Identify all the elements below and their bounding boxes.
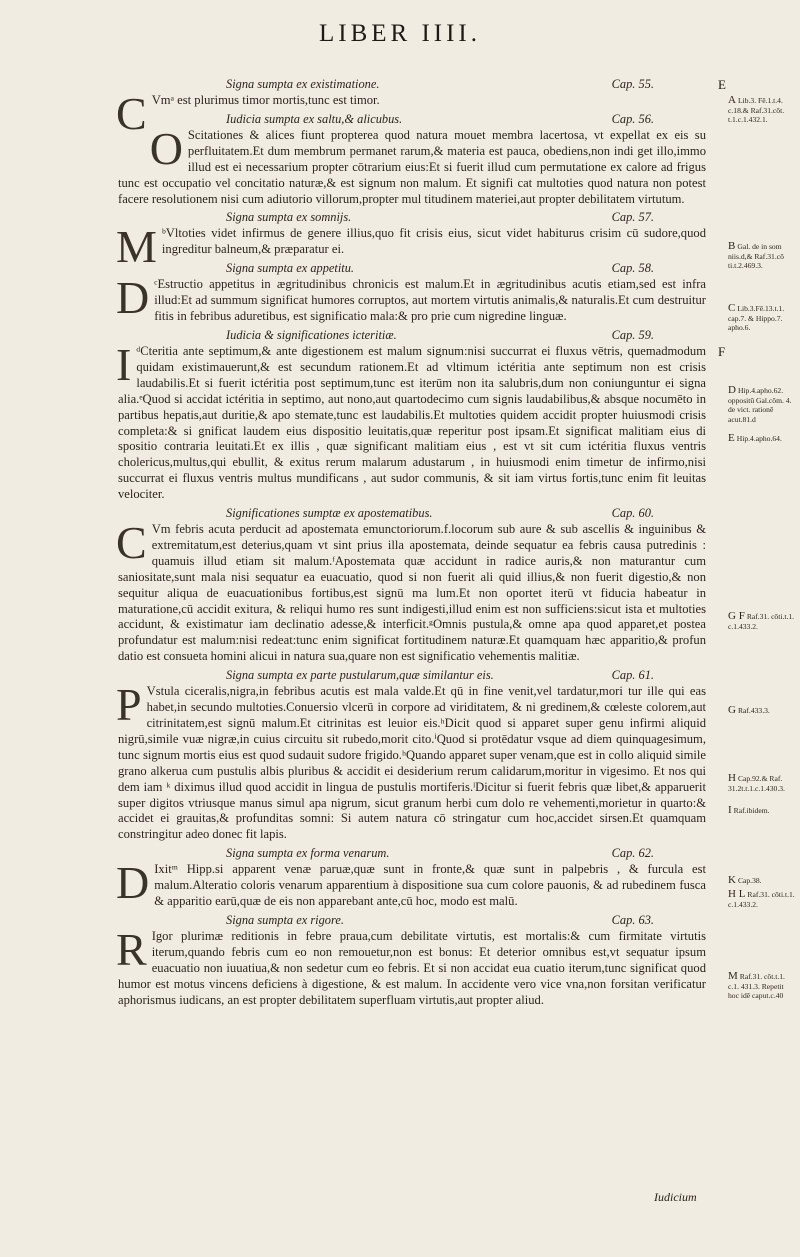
sidenote: M Raf.31. cōt.t.1. c.1. 431.3. Repetit hoc idē caput.c.40 [728,970,785,1001]
main-text-column [118,74,706,1011]
chapter-number: Cap. 61. [611,668,654,683]
paragraph: C Vm febris acuta perducit ad apostemata emunctoriorum.f.locorum sub aure & sub ascellis & inguinibus & extremitatum,est deterius,quam vt sint prius illa apostemata, deinde sequatur ea febris causa putredinis : quamuis illud etiam sit malum.ᶠApostemata quæ accidunt in radice auris,& non maturantur cum saniositate,sunt mala nisi sequatur ea euacuatio, quod si non fuerit ali quid illius,& non fuerit digestio,& non sequitur aliqua de euacuationibus fortibus,est signū ma lum.Et non oportet iterū vt fiducia habeatur in maturatione,cū accidit exitura, & reliqui humo res sunt indigesti,illud enim est non sufficiens:sicut ista et multoties accidunt, & existimatur iam declinatio adesse,& interficit.ᵍOmnis pustula,& omne apa quod apparet,et postea profundatur est malum:nisi redeat:tunc enim significat fortitudinem naturæ.Et quamquam hæc apparitio,& profun datio est consueta homini alicui in natura sua,quare non est significatio vehementis malitiæ. [116,517,706,664]
drop-cap: I [116,338,132,390]
sidenote: B Gal. de in som niis.d,& Raf.31.cō ti.t.2.469.3. [728,240,784,271]
chapter-number: Cap. 57. [611,210,654,225]
section-heading: Iudicia sumpta ex saltu,& alicubus. Cap. 56. [226,111,654,126]
chapter-number: Cap. 56. [611,111,654,126]
section-heading: Significationes sumptæ ex apostematibus. Cap. 60. [226,506,654,521]
section-heading: Signa sumpta ex somnijs. Cap. 57. [226,210,654,225]
sidenote: H Cap.92.& Raf. 31.2t.t.1.c.1.430.3. [728,772,785,793]
drop-cap: C [116,88,147,139]
chapter-number: Cap. 59. [611,327,654,342]
drop-cap: M [116,221,157,273]
section-heading: Signa sumpta ex parte pustularum,quæ similantur eis. Cap. 61. [226,668,654,683]
sidenote: I Raf.ibidem. [728,804,770,816]
drop-cap: P [116,679,142,731]
sidenote: K Cap.38. [728,874,762,886]
sidenote: A Lib.3. Fē.1.t.4. c.18.& Raf.31.cōt. t.1.c.1.432.1. [728,94,785,125]
section-heading: Iudicia & significationes icteritiæ. Cap. 59. [226,327,654,342]
section-heading: Signa sumpta ex rigore. Cap. 63. [226,912,654,927]
drop-cap: D [116,857,150,909]
paragraph: P Vstula ciceralis,nigra,in febribus acutis est mala valde.Et qū in fine venit,vel tardatur,mori tur ille qui eas habet,in secundo multoties.Conuersio vlcerū in corpore ad viriditatem, & ni gredinem,& cœleste colorem,aut citrinitatem,est signū malum.Et citrinitas est leuior eis.ʰDicit quod si apparet super genu infirmi aliquid nigrū,simile vuæ nigræ,in cuius circuitu sit rubedo,morit cito.ⁱQuod si protēdatur vsque ad diem quinquagesimum, tunc signum mortis eius est quod sudauit sudore frigido.ʰQuando apparet super venam,que est in collo aliquid simile grano alkerua cum pustulis albis pluribus & accidit ei desiderium rerum calidarum,moritur in vigesimo. Et nos qui dem iam ᵏ diximus illud quod accidit in lingua de pustulis mortiferis.ˡDicitur si fuerit febris quæ libet,& apparuerit super digitos vtriusque manus simul apa nigrum, sicut granum herbi cum dolo re vehementi,morietur in quarto:& accidet ei grauitas,& profunditas somni: Si autem natura cō stringatur cum hoc,accidet sirsen.Et quamquam constringitur adeo donec fit lapis. [116,679,706,842]
drop-cap: C [116,517,147,569]
paragraph: C Vmᵃ est plurimus timor mortis,tunc est timor. [116,88,380,139]
drop-cap: D [116,272,150,324]
chapter-number: Cap. 63. [611,912,654,927]
chapter-number: Cap. 55. [611,77,654,91]
chapter-number: Cap. 58. [611,261,654,276]
section-heading: Signa sumpta ex existimatione. Cap. 55. [226,77,654,91]
margin-letter-e: E [718,77,726,92]
chapter-number: Cap. 60. [611,506,654,521]
drop-cap: O [149,122,183,174]
paragraph: I ᵈCteritia ante septimum,& ante digestionem est malum signum:nisi succurrat ei fluxus vētris, quemadmodum quidam existimauerunt,& est secundum rationem.Et ad vltimum ictéritia ante septimum non est crisis laudabilis.Et si fuerit ictéritia post septimum,tunc est iterūm non ita salubris,dum non coniunguntur ei signa alia.ᵉQuod si accidat ictéritia in septimo, aut nono,aut quartodecimo cum signis laudabilibus,& absque nocumēto in partibus hepatis,aut duritie,& apo stemate,tunc est laudabilis.Et multoties quidem accidit propter huiusmodi crisis completa:& si gnificat laudem eius dispositio leuitatis,quæ reperitur post ipsam.Et significat malitiam eius di spositio contraria leuitati.Et ex illis , quæ significant malitiam eius , est vt sit cum ictéritia fluxus ventris cholericus,multus,qui ebullit, & exitus rerum malarum adustarum , in huiusmodi enim timetur de infirmo,nisi succurrat ei fluxus ventris multus mundificans , aut sudor communis, & sit iam virtus fortis,tunc enim fit leuitas velociter. [116,338,706,502]
sidenote: D Hip.4.apho.62. oppositū Gal.cōm. 4. de vict. rationē acut.81.d [728,384,792,424]
chapter-number: Cap. 62. [611,846,654,861]
paragraph: O Scitationes & alices fiunt propterea quod natura mouet membra lacertosa, vt expellat ex eis su perfluitatem.Et dum membrum permanet rarum,& materia est pauca, obediens,non indi get illo,immo illud est ei necessarium propter cōtrarium eius:Et si fuerit illud cum permutatione ex calore ad frigus tunc est occupatio vel concitatio naturæ,& est signum non malum. Et signifi cat multoties quod natura non potest facere resolutionem nisi cum adiutorio villorum,propter mul titudinem materiei,aut propter debilitatem virtutum. [118,122,706,206]
paragraph: D Ixitᵐ Hipp.si apparent venæ paruæ,quæ sunt in fronte,& quæ sunt in palpebris , & furcula est malum.Alteratio coloris venarum apparentium à dispositione sua cum colore pauonis, & ad rubedinem fusca & apparitio earū,quæ de eis non apparebant ante,cū hoc, modo est malū. [116,857,706,909]
sidenote: H L Raf.31. cōti.t.1. c.1.433.2. [728,888,795,909]
section-heading: Signa sumpta ex forma venarum. Cap. 62. [226,846,654,861]
sidenote: G F Raf.31. cōti.t.1. c.1.433.2. [728,610,795,631]
sidenote: C Lib.3.Fē.13.t.1. cap.7. & Hippo.7. apho.6. [728,302,785,333]
paragraph: D ᶜEstructio appetitus in ægritudinibus chronicis est malum.Et in ægritudinibus acutis etiam,sed est infra illud:Et ad summum significat humores corruptos, aut mortem virtutis animalis,& naturalis.Et cum destruitur fitis in febribus aduretibus, est significatio mala:& pro prie cum nigredine linguæ. [116,272,706,324]
drop-cap: R [116,923,147,975]
paragraph: M ᵇVltoties videt infirmus de genere illius,quo fit crisis eius, sicut videt habiturus crisim cū sudore,quod ingreditur balneum,& præparatur ei. [116,221,706,273]
paragraph: R Igor plurimæ reditionis in febre praua,cum debilitate virtutis, est mortalis:& cum firmitate virtutis iterum,quando febris cum eo non remouetur,non est bonus: Et deterior omnibus est,vt sequatur ipsum euacuatio non iuuatiua,& non sedetur cum eo febris. Et si non accidat eua cuatio iterum,tunc significat quod humor est motus vincens deficiens à digestione, & est malum. In accidente vero vice vna,non forsitan verificatur aphorismus iudicans, an est propter debilitatem superfluam virtutis,aut propter aliud. [116,923,706,1007]
sidenote: E Hip.4.apho.64. [728,432,782,444]
running-head: LIBER IIII. [318,20,482,47]
sidenote: G Raf.433.3. [728,704,770,716]
section-heading: Signa sumpta ex appetitu. Cap. 58. [226,261,654,276]
margin-letter-f: F [718,344,726,359]
catchword: Iudicium [654,1190,697,1204]
